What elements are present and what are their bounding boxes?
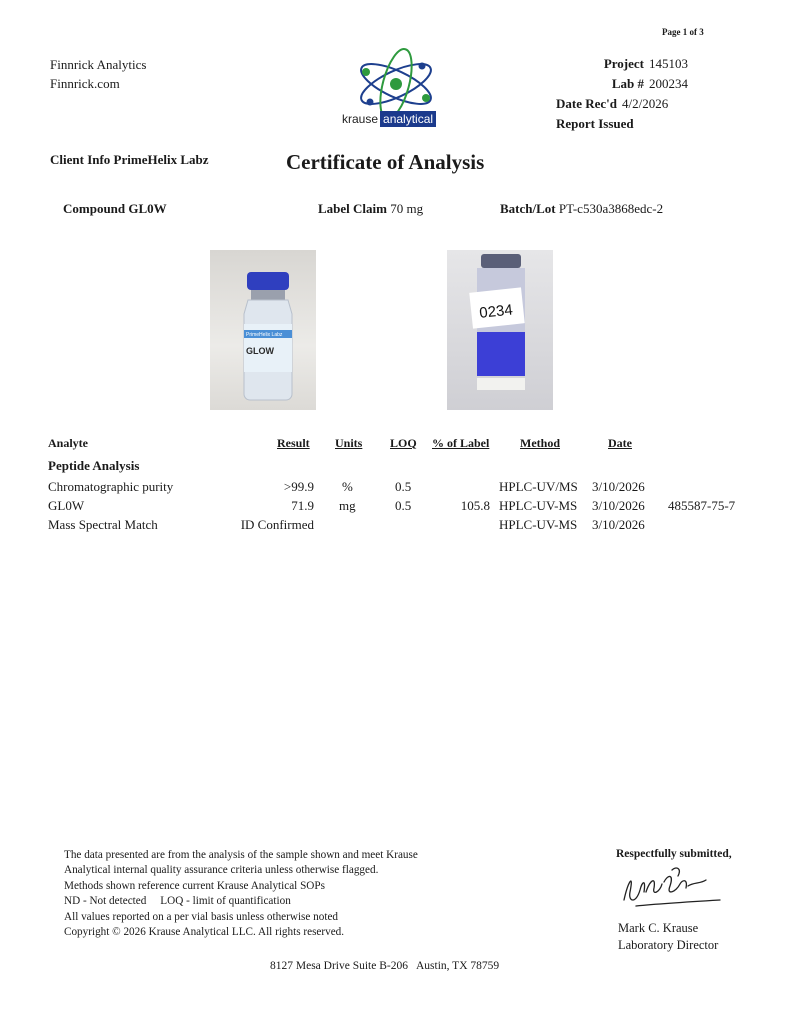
vial-tagged-illustration: [447, 250, 553, 410]
row2-result: 71.9: [291, 498, 314, 513]
label-claim-value: 70 mg: [390, 201, 424, 216]
row1-loq: 0.5: [395, 479, 412, 494]
vial-photo-front: [210, 250, 316, 410]
footer-notes: [64, 848, 418, 940]
logo-word-krause: krause: [342, 112, 379, 126]
krause-logo-wordmark: [342, 112, 436, 126]
row1-units: %: [342, 479, 353, 494]
signer-name: Mark C. Krause: [618, 921, 699, 935]
row1-method: HPLC-UV/MS: [499, 479, 578, 494]
lab-number-label: Lab #: [611, 76, 644, 91]
logo-word-analytical: analytical: [380, 111, 436, 127]
vial-brand-text: PrimeHelix Labz: [246, 332, 283, 338]
submitted-block: [616, 848, 732, 860]
row1-analyte: Chromatographic purity: [48, 479, 174, 494]
client-info: Client Info PrimeHelix Labz: [50, 152, 209, 167]
row2-cas-number: 485587-75-7: [668, 498, 736, 513]
row1-result: >99.9: [283, 479, 314, 494]
date-received-row: [556, 94, 688, 114]
handwritten-signature: [616, 862, 726, 912]
row3-date: 3/10/2026: [592, 517, 645, 532]
footer-note-line: Copyright © 2026 Krause Analytical LLC. All rights reserved.: [64, 926, 345, 939]
row2-loq: 0.5: [395, 498, 412, 513]
row2-method: HPLC-UV-MS: [499, 498, 578, 513]
report-issued-label: Report Issued: [556, 116, 634, 131]
report-issued-row: [556, 114, 688, 134]
lab-name: Finnrick Analytics: [50, 57, 147, 72]
report-meta: [556, 54, 688, 134]
row3-analyte: Mass Spectral Match: [48, 517, 158, 532]
compound-field: [63, 201, 167, 217]
section-peptide-analysis: Peptide Analysis: [48, 458, 140, 473]
project-value: 145103: [649, 56, 688, 71]
lab-address: 8127 Mesa Drive Suite B-206 Austin, TX 78759: [270, 960, 500, 972]
signer-title: Laboratory Director: [618, 938, 719, 952]
row3-result: ID Confirmed: [240, 517, 314, 532]
signer-block: [618, 920, 718, 954]
vial-front-illustration: [210, 250, 316, 410]
footer-note-line: All values reported on a per vial basis unless otherwise noted: [64, 910, 339, 923]
project-label: Project: [603, 56, 644, 71]
footer-note-line: The data presented are from the analysis of the sample shown and meet Krause: [64, 849, 418, 861]
project-row: [556, 54, 688, 74]
compound-label: Compound: [63, 201, 126, 216]
client-lab-info: [50, 55, 146, 93]
batch-lot-field: [500, 201, 663, 217]
date-received-value: 4/2/2026: [622, 96, 669, 111]
page-title: Certificate of Analysis: [286, 150, 485, 174]
vial-tag-text: 0234: [478, 301, 514, 322]
vial-photo-tagged: [447, 250, 553, 410]
lab-number-value: 200234: [649, 76, 688, 91]
col-units-header: Units: [335, 436, 363, 450]
row1-date: 3/10/2026: [592, 479, 645, 494]
date-received-label: Date Rec'd: [556, 96, 618, 111]
compound-value: GL0W: [128, 201, 167, 216]
label-claim-label: Label Claim: [318, 201, 387, 216]
footer-note-line: Methods shown reference current Krause Analytical SOPs: [64, 879, 325, 892]
row2-units: mg: [339, 498, 356, 513]
col-analyte-header: Analyte: [48, 436, 88, 450]
page-number: Page 1 of 3: [662, 27, 704, 37]
col-pct-label-header: % of Label: [432, 436, 490, 450]
col-result-header: Result: [277, 436, 310, 450]
batch-lot-value: PT-c530a3868edc-2: [558, 201, 664, 216]
col-method-header: Method: [520, 436, 560, 450]
batch-lot-label: Batch/Lot: [500, 201, 556, 216]
row3-method: HPLC-UV-MS: [499, 517, 578, 532]
col-date-header: Date: [608, 436, 632, 450]
row2-date: 3/10/2026: [592, 498, 645, 513]
footer-note-line: Analytical internal quality assurance criteria unless otherwise flagged.: [64, 864, 379, 877]
respectfully-submitted: Respectfully submitted,: [616, 848, 732, 860]
footer-note-line: ND - Not detected LOQ - limit of quantification: [64, 895, 291, 908]
row2-pct: 105.8: [460, 498, 490, 513]
row2-analyte: GL0W: [48, 498, 85, 513]
label-claim-field: [318, 201, 423, 217]
lab-row: [556, 74, 688, 94]
col-loq-header: LOQ: [390, 436, 417, 450]
lab-site: Finnrick.com: [50, 76, 120, 91]
vial-product-text: GLOW: [246, 346, 274, 356]
